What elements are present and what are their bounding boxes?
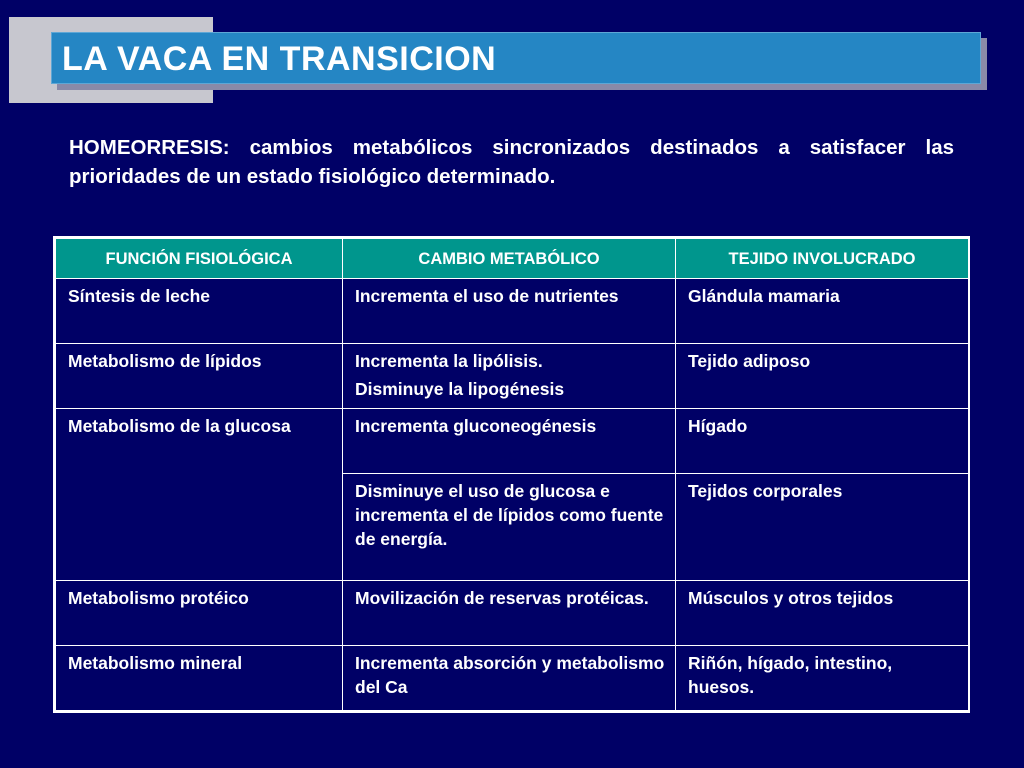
cell-cambio (343, 646, 676, 711)
table (55, 238, 969, 711)
cell-funcion: Metabolismo de la glucosa (56, 409, 343, 581)
table-row (56, 581, 969, 646)
table-row (56, 409, 969, 474)
table-row (56, 344, 969, 409)
metabolic-table (53, 236, 970, 713)
cell-cambio-line: Incrementa el uso de nutrientes (355, 286, 619, 306)
header-cambio: CAMBIO METABÓLICO (343, 239, 676, 279)
cell-cambio-line: Incrementa la lipólisis. (355, 351, 543, 371)
table-row (56, 646, 969, 711)
cell-tejido: Tejido adiposo (676, 344, 969, 409)
cell-funcion: Síntesis de leche (56, 279, 343, 344)
cell-cambio-line: Disminuye la lipogénesis (355, 379, 565, 399)
cell-cambio (343, 474, 676, 581)
cell-tejido: Músculos y otros tejidos (676, 581, 969, 646)
cell-cambio (343, 581, 676, 646)
page-title: LA VACA EN TRANSICION (62, 40, 497, 78)
cell-tejido: Riñón, hígado, intestino, huesos. (676, 646, 969, 711)
cell-tejido: Glándula mamaria (676, 279, 969, 344)
cell-cambio (343, 409, 676, 474)
cell-cambio-line: Incrementa absorción y metabolismo del Ca (355, 653, 665, 697)
cell-cambio (343, 344, 676, 409)
cell-cambio-line: Disminuye el uso de glucosa e incrementa el de lípidos como fuente de energía. (355, 481, 664, 549)
cell-cambio-line: Movilización de reservas protéicas. (355, 588, 649, 608)
intro-paragraph: HOMEORRESIS: cambios metabólicos sincronizados destinados a satisfacer las prioridades de un estado fisiológico determinado. (69, 136, 954, 188)
cell-tejido: Hígado (676, 409, 969, 474)
cell-funcion: Metabolismo de lípidos (56, 344, 343, 409)
header-funcion: FUNCIÓN FISIOLÓGICA (56, 239, 343, 279)
table-row (56, 279, 969, 344)
cell-tejido: Tejidos corporales (676, 474, 969, 581)
header-tejido: TEJIDO INVOLUCRADO (676, 239, 969, 279)
title-bar (51, 32, 981, 84)
cell-cambio (343, 279, 676, 344)
cell-cambio-line: Incrementa gluconeogénesis (355, 416, 597, 436)
cell-funcion: Metabolismo protéico (56, 581, 343, 646)
table-header-row (56, 239, 969, 279)
cell-funcion: Metabolismo mineral (56, 646, 343, 711)
